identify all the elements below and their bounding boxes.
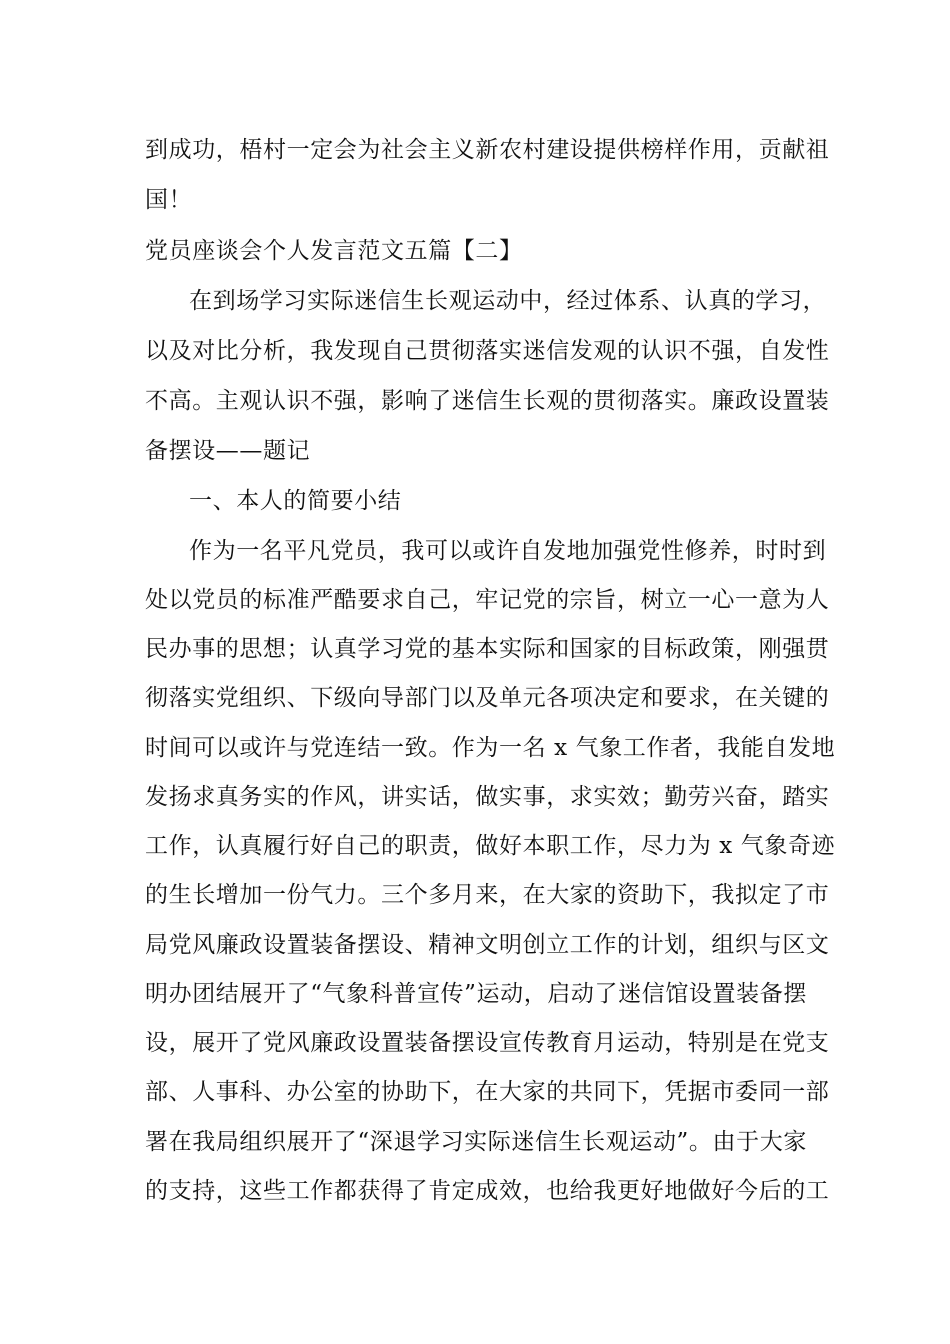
section-heading: 党员座谈会个人发言范文五篇【二】 — [145, 238, 523, 264]
text-line-21: 署在我局组织展开了“深退学习实际迷信生长观运动”。由于大家 — [145, 1129, 807, 1155]
text-line-7: 备摆设——题记 — [145, 438, 311, 464]
text-line-2: 国！ — [145, 187, 193, 213]
text-line-18: 明办团结展开了“气象科普宣传”运动，启动了迷信馆设置装备摆 — [145, 981, 807, 1007]
text-line-22: 的支持，这些工作都获得了肯定成效，也给我更好地做好今后的工 — [145, 1178, 830, 1204]
text-line-10: 处以党员的标准严酷要求自己，牢记党的宗旨，树立一心一意为人 — [145, 587, 830, 613]
subheading: 一、本人的简要小结 — [189, 488, 402, 514]
text-line-17: 局党风廉政设置装备摆设、精神文明创立工作的计划，组织与区文 — [145, 932, 830, 958]
text-line-13: 时间可以或许与党连结一致。作为一名 x 气象工作者，我能自发地 — [145, 735, 836, 761]
text-line-14: 发扬求真务实的作风，讲实话，做实事，求实效；勤劳兴奋，踏实 — [145, 784, 830, 810]
text-line-20: 部、人事科、办公室的协助下，在大家的共同下，凭据市委同一部 — [145, 1079, 830, 1105]
text-line-1: 到成功，梧村一定会为社会主义新农村建设提供榜样作用，贡献祖 — [145, 137, 830, 163]
text-line-19: 设，展开了党风廉政设置装备摆设宣传教育月运动，特别是在党支 — [145, 1030, 830, 1056]
text-line-9: 作为一名平凡党员，我可以或许自发地加强党性修养，时时到 — [189, 538, 827, 564]
text-line-4: 在到场学习实际迷信生长观运动中，经过体系、认真的学习， — [189, 288, 827, 314]
text-line-15: 工作，认真履行好自己的职责，做好本职工作，尽力为 x 气象奇迹 — [145, 833, 836, 859]
text-line-16: 的生长增加一份气力。三个多月来，在大家的资助下，我拟定了市 — [145, 882, 830, 908]
text-line-6: 不高。主观认识不强，影响了迷信生长观的贯彻落实。廉政设置装 — [145, 388, 830, 414]
text-line-12: 彻落实党组织、下级向导部门以及单元各项决定和要求，在关键的 — [145, 685, 830, 711]
text-line-11: 民办事的思想；认真学习党的基本实际和国家的目标政策，刚强贯 — [145, 636, 830, 662]
text-line-5: 以及对比分析，我发现自己贯彻落实迷信发观的认识不强，自发性 — [145, 338, 830, 364]
